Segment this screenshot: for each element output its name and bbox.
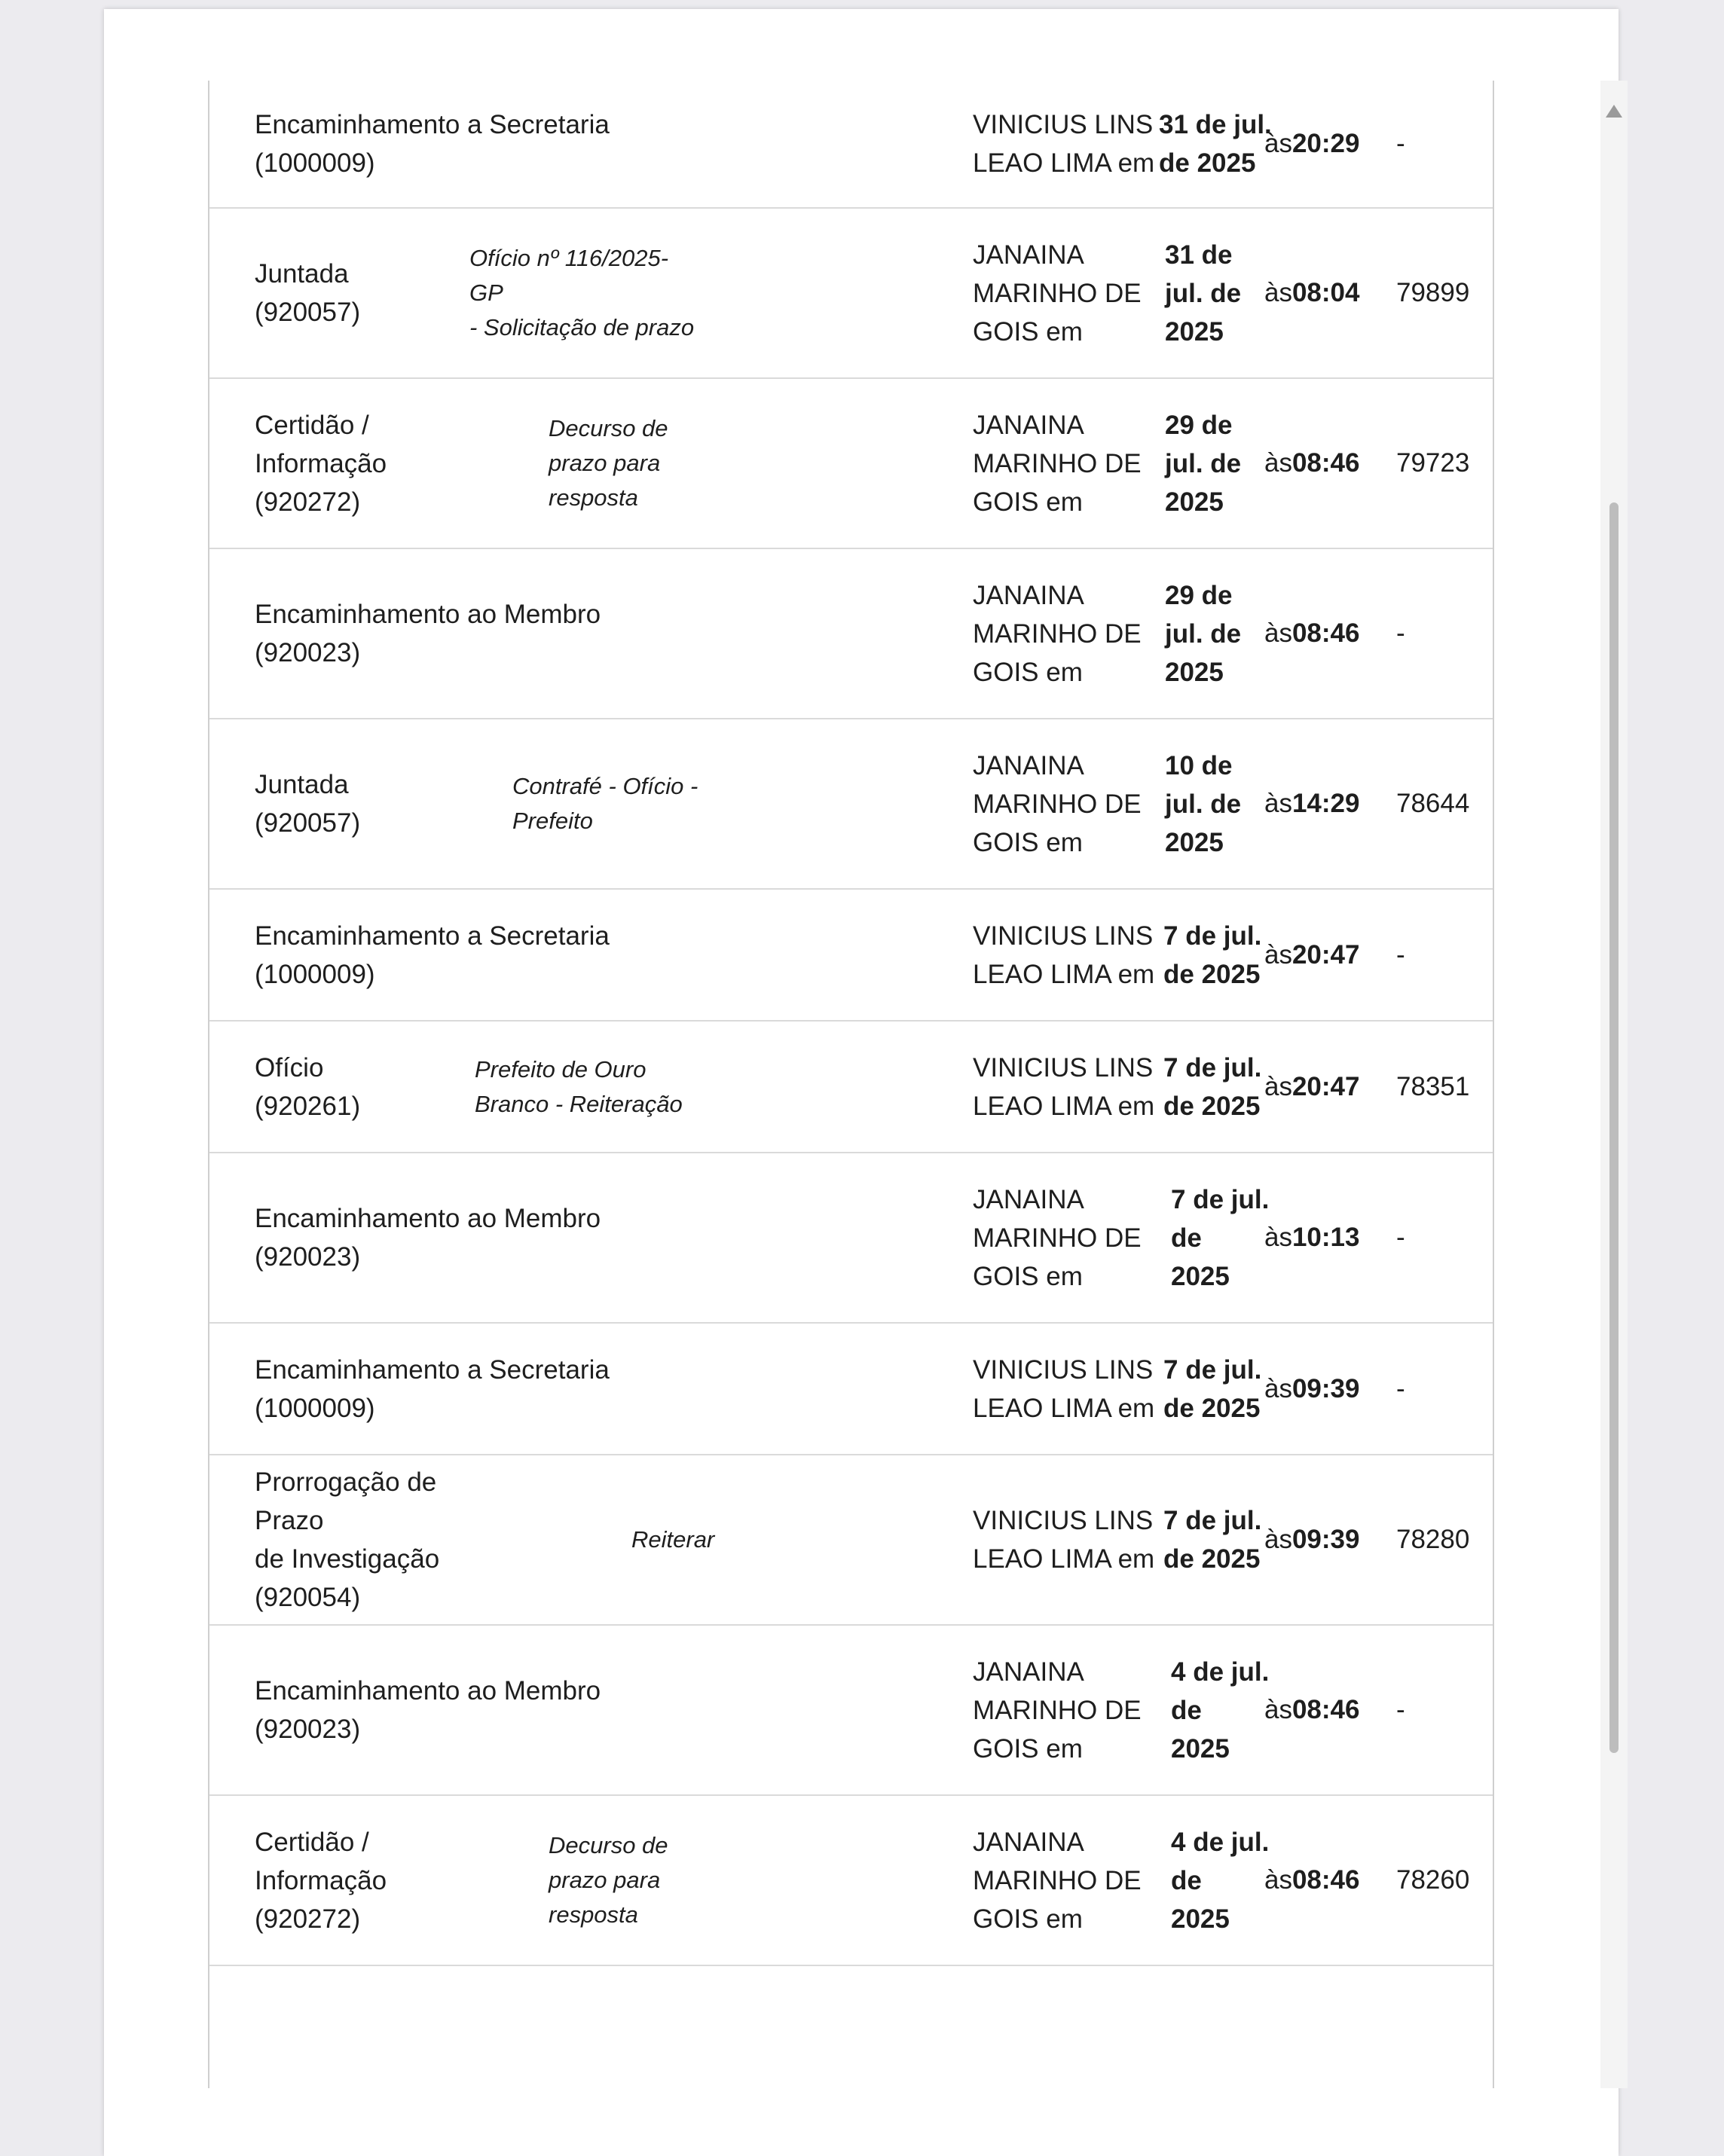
document-cell [1396,1455,1470,1624]
document-number: 78260 [1396,1865,1470,1895]
movement-date: 7 de jul. de 2025 [1163,1052,1262,1121]
document-number: - [1396,1223,1405,1252]
movement-type: Certidão / Informação (920272) [255,410,387,517]
time-prefix: às [1264,448,1292,478]
document-cell [1396,1626,1470,1794]
table-row[interactable] [209,81,1493,209]
document-cell [1396,209,1470,377]
document-number: 78644 [1396,789,1470,818]
movement-time: 08:46 [1291,1695,1360,1724]
user-name: VINICIUS LINS LEAO LIMA em [973,1506,1155,1574]
user-name: VINICIUS LINS LEAO LIMA em [973,110,1155,178]
movement-type: Encaminhamento ao Membro (920023) [255,1676,601,1744]
time-cell [1264,1796,1360,1965]
document-cell [1396,81,1470,207]
time-cell [1264,209,1360,377]
description-cell [631,1455,857,1624]
movement-type-cell [255,1022,360,1152]
movement-date: 10 de jul. de 2025 [1165,750,1242,857]
movement-description: Ofício nº 116/2025-GP - Solicitação de prazo [469,245,695,341]
movement-type-cell [255,1455,503,1624]
user-cell [973,890,1161,1020]
movement-time: 08:04 [1291,278,1360,307]
date-cell [1165,549,1241,718]
user-cell [973,1455,1161,1624]
document-number: - [1396,129,1405,158]
scrollbar-thumb[interactable] [1609,502,1619,1753]
date-cell [1165,719,1241,888]
user-name: JANAINA MARINHO DE GOIS em [973,580,1142,687]
movement-type: Certidão / Informação (920272) [255,1827,387,1934]
movement-description: Decurso de prazo para resposta [549,1832,668,1928]
time-cell [1264,549,1360,718]
description-cell [512,719,738,888]
time-cell [1264,81,1360,207]
movements-table [208,81,1494,2088]
description-cell [475,1022,701,1152]
user-name: JANAINA MARINHO DE GOIS em [973,1184,1142,1291]
date-cell [1163,1455,1261,1624]
document-number: 78351 [1396,1071,1470,1101]
table-row[interactable] [209,549,1493,719]
movement-type-cell [255,890,646,1020]
time-cell [1264,1153,1360,1322]
document-cell [1396,890,1470,1020]
time-prefix: às [1264,1223,1292,1252]
document-number: 78280 [1396,1525,1470,1554]
movement-date: 7 de jul. de 2025 [1171,1184,1270,1291]
movement-description: Decurso de prazo para resposta [549,415,668,511]
document-number: - [1396,1373,1405,1403]
document-number: - [1396,618,1405,648]
user-cell [973,81,1161,207]
table-row[interactable] [209,1626,1493,1796]
time-prefix: às [1264,618,1292,648]
table-row[interactable] [209,1022,1493,1153]
document-cell [1396,1796,1470,1965]
movement-type: Encaminhamento a Secretaria (1000009) [255,110,610,178]
movement-type: Encaminhamento ao Membro (920023) [255,600,601,667]
document-number: - [1396,1695,1405,1724]
user-name: JANAINA MARINHO DE GOIS em [973,240,1142,347]
time-cell [1264,1626,1360,1794]
movement-description: Reiterar [631,1526,715,1553]
movement-date: 7 de jul. de 2025 [1163,1506,1262,1574]
user-name: JANAINA MARINHO DE GOIS em [973,410,1142,517]
user-name: JANAINA MARINHO DE GOIS em [973,1827,1142,1934]
movement-type-cell [255,1626,646,1794]
time-cell [1264,379,1360,548]
time-prefix: às [1264,789,1292,818]
movement-type-cell [255,81,646,207]
time-cell [1264,1324,1360,1454]
document-cell [1396,1153,1470,1322]
time-prefix: às [1264,1071,1292,1101]
movement-time: 08:46 [1291,1865,1360,1895]
movement-description: Prefeito de Ouro Branco - Reiteração [475,1055,683,1117]
document-cell [1396,1324,1470,1454]
movement-type: Juntada (920057) [255,259,361,327]
user-cell [973,1022,1161,1152]
movement-type-cell [255,549,646,718]
user-name: VINICIUS LINS LEAO LIMA em [973,921,1155,989]
time-cell [1264,719,1360,888]
movement-time: 10:13 [1291,1223,1360,1252]
document-cell [1396,719,1470,888]
user-name: VINICIUS LINS LEAO LIMA em [973,1052,1155,1121]
user-cell [973,549,1161,718]
table-row[interactable] [209,1153,1493,1324]
date-cell [1171,1153,1269,1322]
user-cell [973,719,1161,888]
document-number: 79723 [1396,448,1470,478]
movement-type: Juntada (920057) [255,770,361,838]
movement-type-cell [255,209,360,377]
user-cell [973,379,1161,548]
user-cell [973,1626,1161,1794]
movement-date: 4 de jul. de 2025 [1171,1657,1270,1764]
movement-type-cell [255,1153,646,1322]
time-cell [1264,890,1360,1020]
movement-type: Encaminhamento a Secretaria (1000009) [255,1354,610,1423]
movement-date: 7 de jul. de 2025 [1163,1354,1262,1423]
movement-time: 08:46 [1291,618,1360,648]
date-cell [1165,379,1241,548]
user-cell [973,1153,1161,1322]
movement-time: 09:39 [1291,1373,1360,1403]
movement-type: Ofício (920261) [255,1052,361,1121]
time-cell [1264,1022,1360,1152]
date-cell [1163,1324,1261,1454]
movement-date: 31 de jul. de 2025 [1165,240,1242,347]
date-cell [1171,1626,1269,1794]
time-prefix: às [1264,278,1292,307]
movement-type-cell [255,1796,387,1965]
time-prefix: às [1264,1865,1292,1895]
movement-time: 09:39 [1291,1525,1360,1554]
time-prefix: às [1264,1373,1292,1403]
page-panel [104,9,1619,2156]
user-name: JANAINA MARINHO DE GOIS em [973,750,1142,857]
user-name: VINICIUS LINS LEAO LIMA em [973,1354,1155,1423]
user-cell [973,1324,1161,1454]
movement-time: 20:29 [1291,129,1360,158]
document-number: 79899 [1396,278,1470,307]
user-cell [973,1796,1161,1965]
document-cell [1396,549,1470,718]
movement-time: 08:46 [1291,448,1360,478]
date-cell [1171,1796,1269,1965]
user-name: JANAINA MARINHO DE GOIS em [973,1657,1142,1764]
movement-type: Prorrogação de Prazo de Investigação (920054) [255,1467,440,1612]
time-prefix: às [1264,939,1292,970]
movement-type: Encaminhamento ao Membro (920023) [255,1204,601,1272]
time-prefix: às [1264,129,1292,158]
movement-date: 29 de jul. de 2025 [1165,410,1242,517]
movement-date: 29 de jul. de 2025 [1165,580,1242,687]
table-row[interactable] [209,1796,1493,1966]
table-row[interactable] [209,890,1493,1022]
table-row[interactable] [209,719,1493,890]
movement-time: 20:47 [1291,939,1360,970]
document-cell [1396,1022,1470,1152]
date-cell [1163,890,1261,1020]
time-prefix: às [1264,1695,1292,1724]
movement-date: 4 de jul. de 2025 [1171,1827,1270,1934]
table-row[interactable] [209,209,1493,379]
document-cell [1396,379,1470,548]
movement-date: 7 de jul. de 2025 [1163,921,1262,989]
movement-time: 14:29 [1291,789,1360,818]
date-cell [1159,81,1272,207]
movement-time: 20:47 [1291,1071,1360,1101]
movement-type-cell [255,1324,646,1454]
table-row[interactable] [209,1455,1493,1626]
movement-date: 31 de jul. de 2025 [1159,110,1272,178]
time-cell [1264,1455,1360,1624]
description-cell [549,379,775,548]
movement-description: Contrafé - Ofício - Prefeito [512,773,698,834]
table-row[interactable] [209,1324,1493,1455]
time-prefix: às [1264,1525,1292,1554]
document-number: - [1396,939,1405,970]
date-cell [1163,1022,1261,1152]
table-row[interactable] [209,379,1493,549]
vertical-scrollbar[interactable] [1600,81,1628,2088]
description-cell [549,1796,775,1965]
user-cell [973,209,1161,377]
date-cell [1165,209,1241,377]
movement-type-cell [255,379,387,548]
scroll-up-arrow-icon[interactable] [1606,105,1622,118]
movement-type-cell [255,719,360,888]
description-cell [469,209,695,377]
movement-type: Encaminhamento a Secretaria (1000009) [255,921,610,989]
